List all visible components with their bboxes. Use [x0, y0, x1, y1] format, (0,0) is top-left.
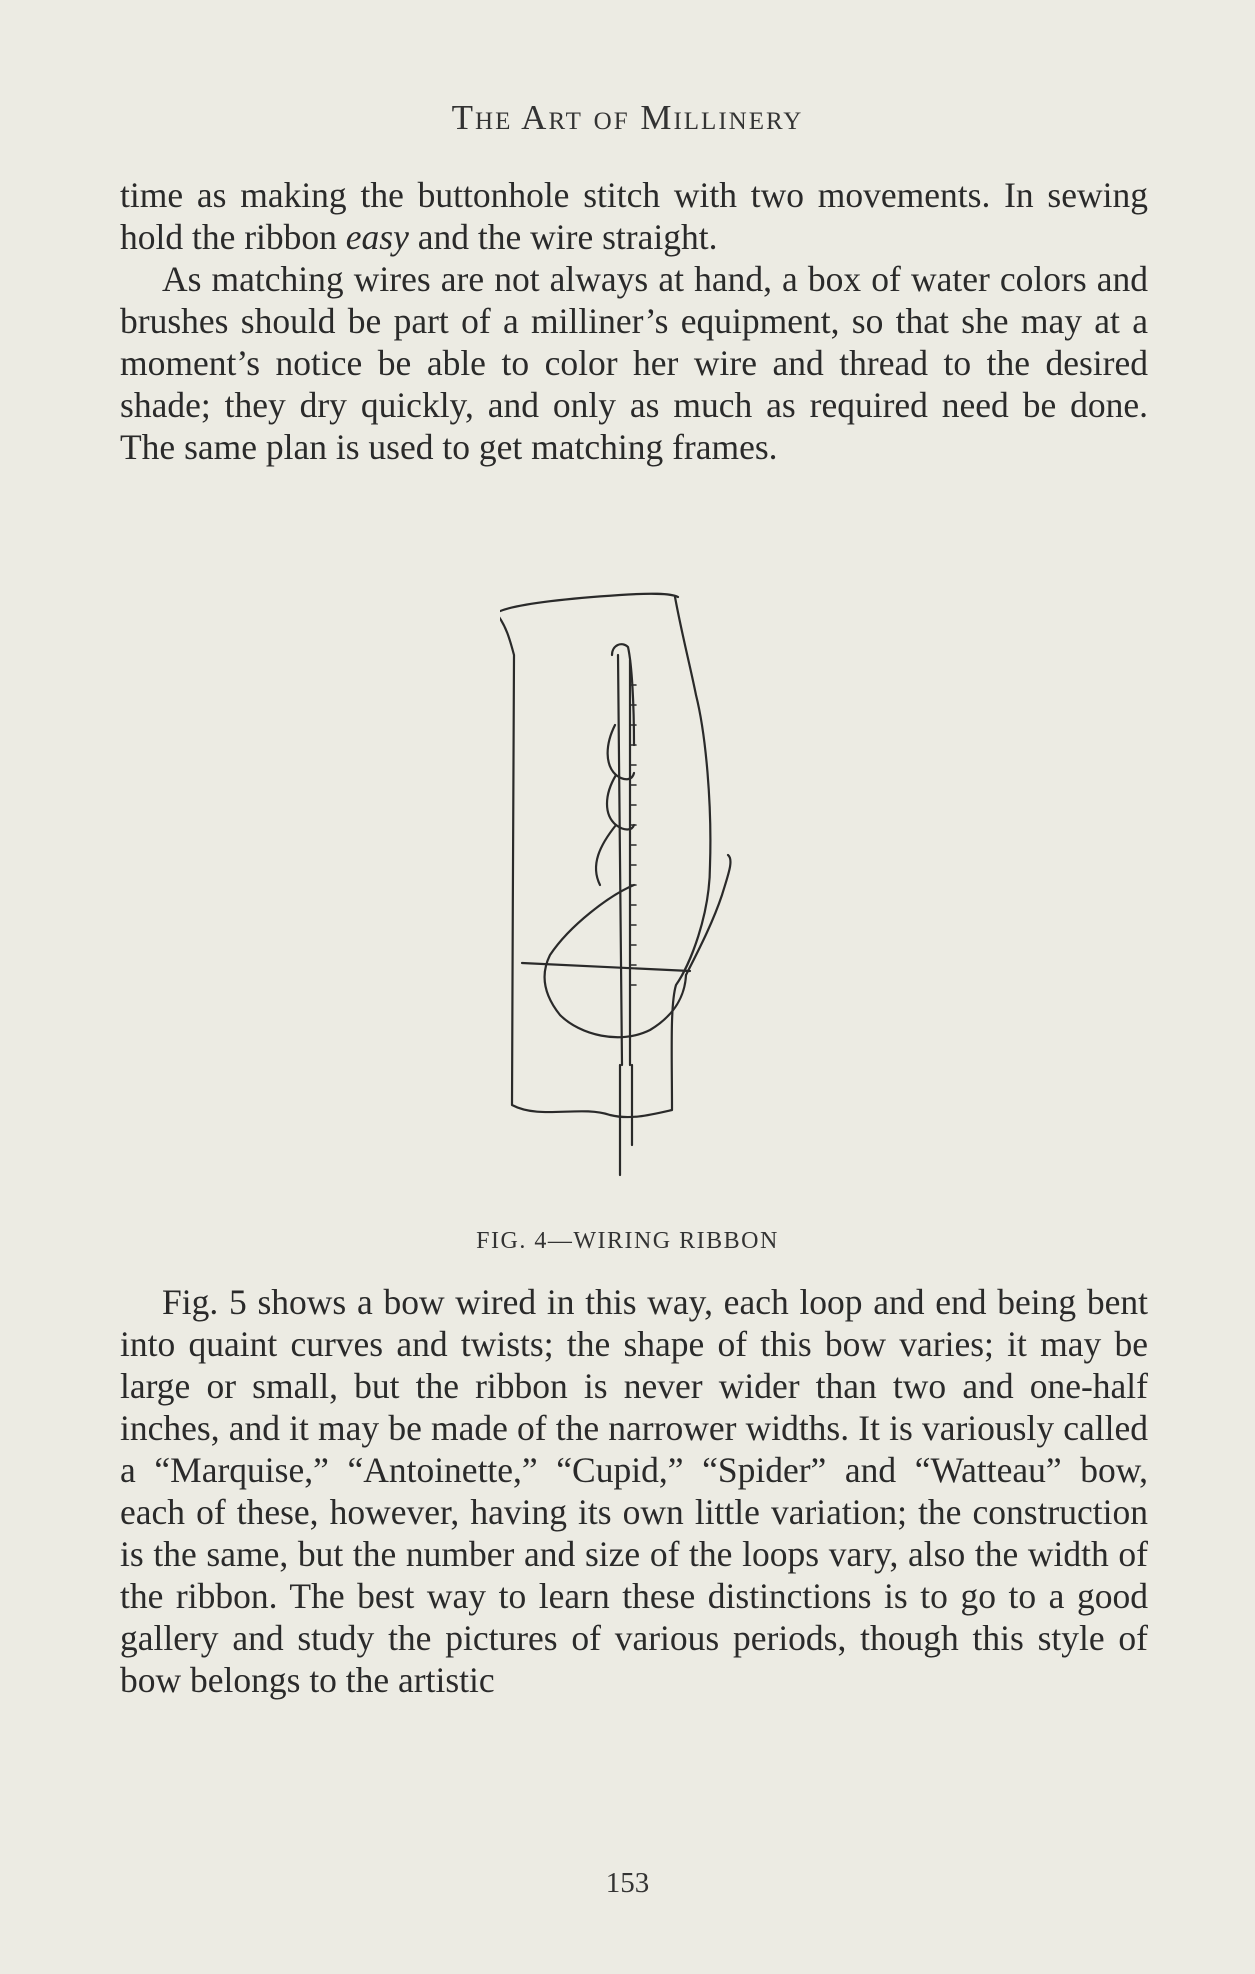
wire-line: [618, 655, 622, 1065]
cross-bar: [522, 963, 690, 971]
text-run: Fig. 5 shows a bow wired in this way, each loop and end being bent into quaint curves and twists; the shape of this bow varies; it may be large or small, but the ribbon is never wider than two and one-half inches, and it may be made of the narrower widths. It is variously called a “Marquise,” “Antoinette,” “Cupid,” “Spider” and “Watteau” bow, each of these, however, having its own little variation; the construction is the same, but the number and size of the loops vary, also the width of the ribbon. The best way to learn these distinctions is to go to a good gallery and study the pictures of various periods, though this style of bow belongs to the artistic: [120, 1282, 1148, 1700]
text-block-top: [120, 174, 1148, 468]
page-number: 153: [605, 1867, 650, 1899]
italic-text-run: easy: [345, 217, 409, 257]
text-run: and the wire straight.: [408, 217, 718, 257]
ribbon-outline: [500, 595, 710, 1124]
text-block-bottom: [120, 1281, 1148, 1701]
thread-curve: [545, 885, 686, 1037]
paragraph: [120, 1281, 1148, 1701]
running-head: The Art of Millinery: [451, 98, 804, 137]
figure-caption: FIG. 4—WIRING RIBBON: [476, 1228, 779, 1254]
text-run: As matching wires are not always at hand, a box of water colors and brushes should be part of a milliner’s equipment, so that she may at a moment’s notice be able to color her wire and thread to the desired shade; they dry quickly, and only as much as required need be done. The same plan is used to get matching frames.: [120, 259, 1148, 467]
wiring-ribbon-illustration: [500, 585, 780, 1215]
paragraph-continued: [120, 174, 1148, 258]
text-run: time as making the buttonhole stitch with two movements. In sewing hold the ribbon: [120, 175, 1148, 257]
figure-wiring-ribbon: [500, 585, 780, 1215]
paragraph: [120, 258, 1148, 468]
